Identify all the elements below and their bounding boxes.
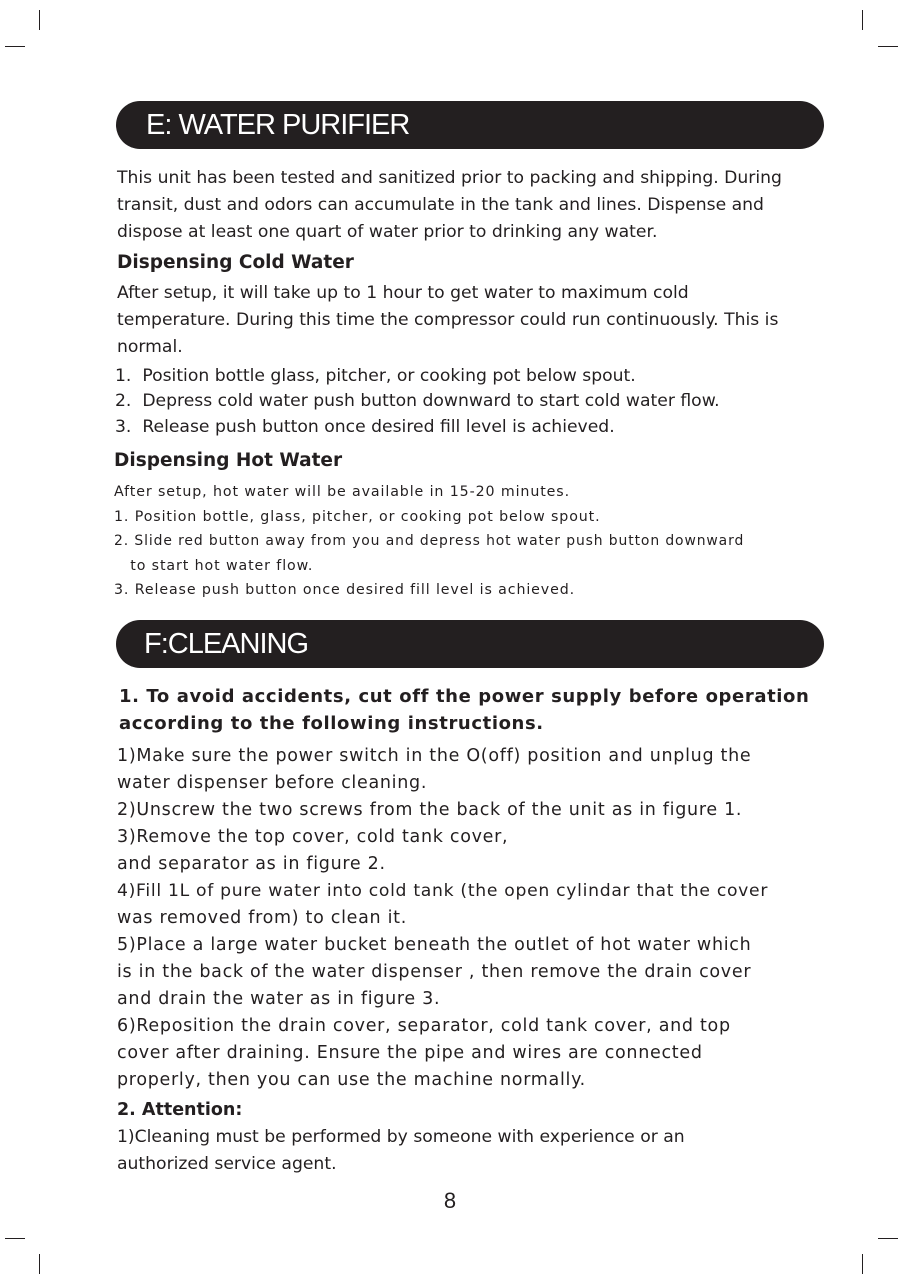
intro-line: dispose at least one quart of water prior to drinking any water.: [117, 222, 658, 242]
hot-line: After setup, hot water will be available in 15-20 minutes.: [114, 484, 571, 500]
cleaning-step-line: cover after draining. Ensure the pipe and wires are connected: [117, 1043, 703, 1063]
cold-step: 3. Release push button once desired fill level is achieved.: [115, 417, 615, 437]
hot-line: 3. Release push button once desired fill level is achieved.: [114, 582, 576, 598]
crop-mark: [39, 1254, 40, 1274]
attention-line: authorized service agent.: [117, 1154, 337, 1174]
cleaning-step-line: 2)Unscrew the two screws from the back of the unit as in figure 1.: [117, 800, 743, 820]
cold-water-steps: [115, 363, 815, 441]
cold-intro-line: normal.: [117, 337, 183, 357]
crop-mark: [39, 10, 40, 30]
cleaning-step-line: properly, then you can use the machine normally.: [117, 1070, 586, 1090]
cleaning-steps: [117, 743, 837, 1094]
crop-mark: [878, 1238, 898, 1239]
cold-intro-line: temperature. During this time the compressor could run continuously. This is: [117, 310, 779, 330]
warning-line: 1. To avoid accidents, cut off the power supply before operation: [119, 686, 810, 707]
hot-line: 1. Position bottle, glass, pitcher, or cooking pot below spout.: [114, 508, 601, 525]
page-number: 8: [443, 1188, 457, 1213]
intro-paragraph: [117, 165, 817, 246]
crop-mark: [878, 46, 898, 47]
section-f-banner: [116, 620, 824, 668]
cleaning-step-line: was removed from) to clean it.: [117, 908, 408, 928]
cleaning-warning: [119, 683, 819, 737]
cleaning-step-line: and separator as in figure 2.: [117, 854, 386, 874]
intro-line: transit, dust and odors can accumulate in the tank and lines. Dispense and: [117, 195, 764, 215]
crop-mark: [5, 1238, 25, 1239]
cleaning-step-line: and drain the water as in figure 3.: [117, 989, 441, 1009]
crop-mark: [862, 1254, 863, 1274]
hot-line: 2. Slide red button away from you and depress hot water push button downward: [114, 533, 745, 549]
cold-water-intro: [117, 280, 817, 361]
section-e-banner: [116, 101, 824, 149]
cleaning-step-line: 6)Reposition the drain cover, separator, cold tank cover, and top: [117, 1016, 731, 1036]
attention-heading: 2. Attention:: [117, 1100, 243, 1120]
cleaning-step-line: 1)Make sure the power switch in the O(off) position and unplug the: [117, 746, 752, 766]
cleaning-step-line: 3)Remove the top cover, cold tank cover,: [117, 827, 509, 847]
cold-water-heading: Dispensing Cold Water: [117, 252, 354, 273]
cleaning-step-line: water dispenser before cleaning.: [117, 773, 428, 793]
attention-line: 1)Cleaning must be performed by someone with experience or an: [117, 1127, 685, 1147]
cold-water-section: [117, 251, 817, 275]
crop-mark: [5, 46, 25, 47]
intro-line: This unit has been tested and sanitized prior to packing and shipping. During: [117, 168, 782, 188]
cleaning-step-line: 5)Place a large water bucket beneath the outlet of hot water which: [117, 935, 752, 955]
cleaning-step-line: 4)Fill 1L of pure water into cold tank (the open cylindar that the cover: [117, 881, 769, 901]
section-f-title: F:CLEANING: [144, 628, 309, 660]
attention-section: [117, 1098, 817, 1122]
cold-step: 1. Position bottle glass, pitcher, or cooking pot below spout.: [115, 366, 636, 386]
hot-water-lines: [114, 480, 834, 603]
crop-mark: [862, 10, 863, 30]
cleaning-step-line: is in the back of the water dispenser , then remove the drain cover: [117, 962, 752, 982]
attention-lines: [117, 1124, 817, 1178]
section-e-title: E: WATER PURIFIER: [146, 109, 410, 141]
cold-step: 2. Depress cold water push button downward to start cold water flow.: [115, 391, 720, 411]
cold-intro-line: After setup, it will take up to 1 hour to get water to maximum cold: [117, 283, 689, 303]
hot-line: to start hot water flow.: [114, 557, 314, 574]
warning-line: according to the following instructions.: [119, 713, 544, 734]
hot-water-heading: Dispensing Hot Water: [114, 450, 343, 471]
hot-water-section: [114, 449, 814, 473]
